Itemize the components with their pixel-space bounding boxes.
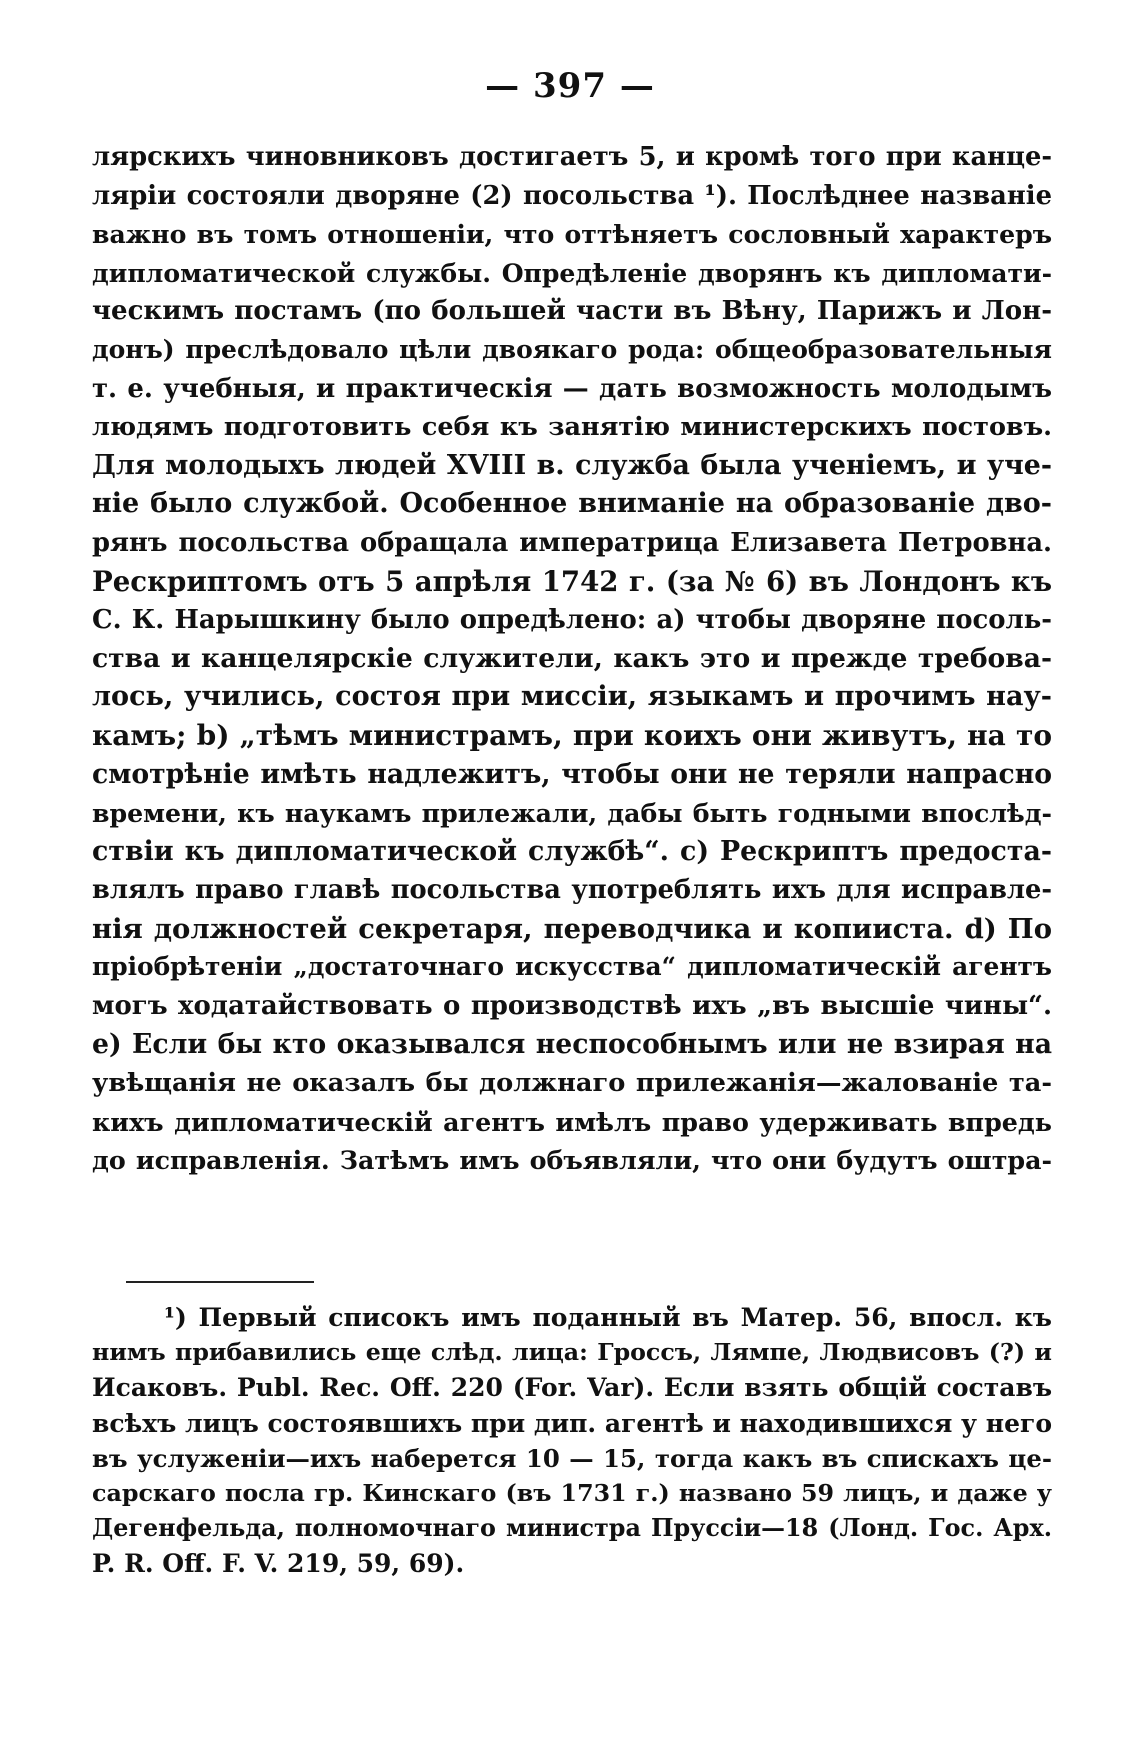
footnote-line: въ услуженіи—ихъ наберется 10 — 15, тогда какъ въ спискахъ це- (92, 1443, 1052, 1473)
page-number: — 397 — (485, 66, 655, 106)
text-line: до исправленія. Затѣмъ имъ объявляли, что они будутъ оштра- (92, 1145, 1052, 1176)
main-text (92, 138, 1052, 1180)
text-line: ствіи къ дипломатической службѣ“. c) Рескриптъ предоста- (92, 835, 1052, 867)
text-line: Для молодыхъ людей XVIII в. служба была ученіемъ, и уче- (92, 449, 1052, 481)
text-line: времени, къ наукамъ прилежали, дабы быть годными впослѣд- (92, 798, 1052, 829)
text-line: С. К. Нарышкину было опредѣлено: a) чтобы дворяне посоль- (92, 605, 1052, 636)
footnote-separator-rule (126, 1281, 314, 1283)
text-line: лярскихъ чиновниковъ достигаетъ 5, и кромѣ того при канце- (92, 142, 1052, 172)
text-line: нія должностей секретаря, переводчика и копииста. d) По (92, 912, 1052, 945)
text-line: ляріи состояли дворяне (2) посольства ¹). Послѣднее названіе (92, 180, 1052, 211)
text-line: могъ ходатайствовать о производствѣ ихъ „въ высшіе чины“. (92, 991, 1052, 1022)
text-line: камъ; b) „тѣмъ министрамъ, при коихъ они живутъ, на то (92, 718, 1052, 752)
footnote-line: Исаковъ. Publ. Rec. Off. 220 (For. Var). Если взять общій составъ (92, 1373, 1052, 1403)
text-line: Рескриптомъ отъ 5 апрѣля 1742 г. (за № 6) въ Лондонъ къ (92, 564, 1052, 598)
footnote-line: сарскаго посла гр. Кинскаго (въ 1731 г.) названо 59 лицъ, и даже у (92, 1478, 1052, 1507)
text-line: лось, учились, состоя при миссіи, языкамъ и прочимъ нау- (92, 681, 1052, 713)
text-line: ства и канцелярскіе служители, какъ это и прежде требова- (92, 642, 1052, 674)
text-line: донъ) преслѣдовало цѣли двоякаго рода: общеобразовательныя (92, 334, 1052, 364)
text-line: людямъ подготовить себя къ занятію министерскихъ постовъ. (92, 412, 1052, 443)
text-line: кихъ дипломатическій агентъ имѣлъ право удерживать впредь (92, 1106, 1052, 1137)
text-line: рянъ посольства обращала императрица Елизавета Петровна. (92, 527, 1052, 558)
text-line: смотрѣніе имѣть надлежитъ, чтобы они не теряли напрасно (92, 758, 1052, 790)
text-line: ческимъ постамъ (по большей части въ Вѣну, Парижъ и Лон- (92, 296, 1052, 327)
footnote-line: ¹) Первый списокъ имъ поданный въ Матер. 56, впосл. къ (164, 1303, 1052, 1332)
footnote-line: всѣхъ лицъ состоявшихъ при дип. агентѣ и находившихся у него (92, 1408, 1052, 1438)
text-line: влялъ право главѣ посольства употреблять ихъ для исправле- (92, 875, 1052, 906)
text-line: увѣщанія не оказалъ бы должнаго прилежанія—жалованіе та- (92, 1068, 1052, 1099)
text-line: дипломатической службы. Опредѣленіе дворянъ къ дипломати- (92, 257, 1052, 288)
text-line: т. е. учебныя, и практическія — дать возможность молодымъ (92, 373, 1052, 404)
text-line: e) Если бы кто оказывался неспособнымъ или не взирая на (92, 1028, 1052, 1060)
footnote-line: Дегенфельда, полномочнаго министра Пруссіи—18 (Лонд. Гос. Арх. (92, 1514, 1052, 1543)
footnote (92, 1300, 1052, 1582)
footnote-line: нимъ прибавились еще слѣд. лица: Гроссъ, Лямпе, Людвисовъ (?) и (92, 1338, 1052, 1367)
text-line: пріобрѣтеніи „достаточнаго искусства“ дипломатическій агентъ (92, 952, 1052, 982)
footnote-line: P. R. Off. F. V. 219, 59, 69). (92, 1549, 465, 1579)
text-line: ніе было службой. Особенное вниманіе на образованіе дво- (92, 488, 1052, 520)
text-line: важно въ томъ отношеніи, что оттѣняетъ сословный характеръ (92, 219, 1052, 250)
